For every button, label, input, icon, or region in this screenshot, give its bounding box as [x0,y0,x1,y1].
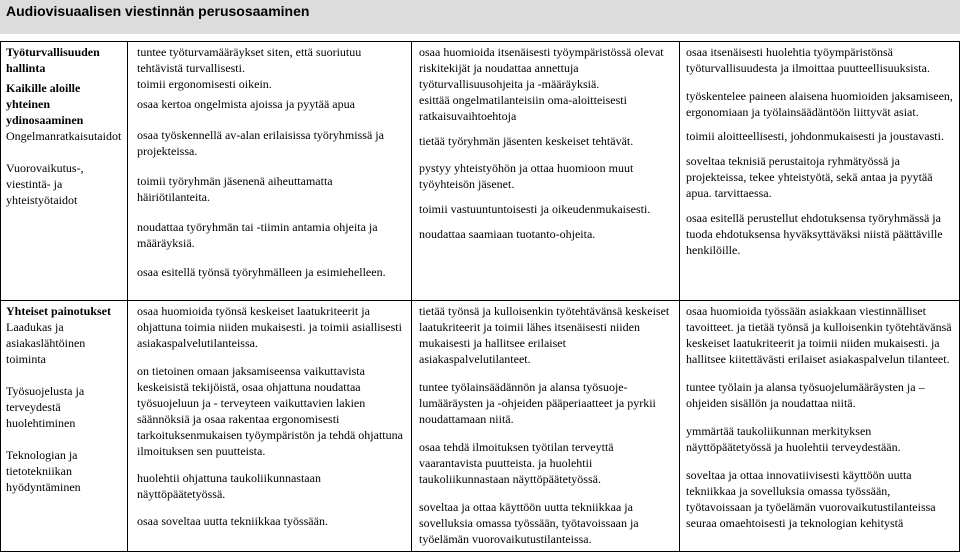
category-subheading: Työsuojelusta ja terveydestä huolehtiminen [6,384,85,430]
criterion-text: noudattaa saamiaan tuotanto-ohjeita. [419,227,596,241]
criterion-text: toimii työryhmän jäsenenä aiheuttamatta häiriötilanteita. [137,174,333,204]
row2-level2-cell [419,303,675,547]
criterion-text: ymmärtää taukoliikunnan merkityksen näyttöpäätetyössä ja huolehtii terveydestään. [686,424,901,454]
criterion-text: osaa huomioida työnsä keskeiset laatukriteerit ja ohjattuna toimia niiden mukaisesti. ja toimii asiallisesti asiakaspalvelutilanteissa. [137,304,402,350]
table-divider-2 [411,41,412,552]
criterion-text: noudattaa työryhmän tai -tiimin antamia ohjeita ja määräyksiä. [137,220,378,250]
criterion-text: toimii ergonomisesti oikein. [137,77,272,91]
criterion-text: osaa tehdä ilmoituksen työtilan terveyttä vaarantavista puutteista. ja huolehtii taukoliikunnastaan näyttöpäätetyössä. [419,440,614,486]
criterion-text: soveltaa ja ottaa käyttöön uutta tekniikkaa ja sovelluksia omassa työssään, työtavoissaan ja työelämän vuorovaikutustilanteissa. [419,500,639,546]
criterion-text: toimii aloitteellisesti, johdonmukaisesti ja joustavasti. [686,129,944,143]
category-subheading: Vuorovaikutus-, viestintä- ja yhteistyötaidot [6,161,84,207]
table-border-left [0,41,1,552]
criterion-text: tuntee työlain ja alansa työsuojelumääräysten ja – ohjeiden sisällön ja noudattaa niitä. [686,380,925,410]
document-title: Audiovisuaalisen viestinnän perusosaaminen [6,3,310,19]
criterion-text: osaa huomioida työssään asiakkaan viestinnälliset tavoitteet. ja tietää työnsä ja kulloisenkin työtehtävänsä keskeiset laatukriteerit ja toimii niiden mukaisesti. ja hallitsee kiitettävästi erilaiset asiakaspalvelun tilanteet. [686,304,952,366]
category-subheading: Teknologian ja tietotekniikan hyödyntäminen [6,448,81,494]
row2-level3-cell [686,303,956,531]
category-subheading: Laadukas ja asiakaslähtöinen toiminta [6,320,86,366]
category-heading: Työturvallisuuden hallinta [6,45,100,75]
table-row-divider [0,300,960,301]
criterion-text: osaa kertoa ongelmista ajoissa ja pyytää apua [137,97,355,111]
criterion-text: tuntee työturvamääräykset siten, että suoriutuu tehtävistä turvallisesti. [137,45,362,75]
criterion-text: on tietoinen omaan jaksamiseensa vaikuttavista keskeisistä tekijöistä, osaa ohjattuna noudattaa työsuojeluun ja - terveyteen vaikuttavien lakien säännöksiä ja osaa rakentaa ergonomisesti tarkoituksenmukaisen työympäristön ja tehdä ohjattuna ilmoituksen sen puutteista. [137,364,403,458]
criterion-text: työskentelee paineen alaisena huomioiden jaksamiseen, ergonomiaan ja työlainsäädäntöön liittyvät asiat. [686,89,953,119]
criterion-text: soveltaa ja ottaa innovatiivisesti käyttöön uutta tekniikkaa ja sovelluksia omassa työssään, työtavoissaan ja työelämän vuorovaikutustilanteissa seuraa omaehtoisesti ja teknologian kehitystä [686,468,936,530]
category-subheading: Ongelmanratkaisutaidot [6,129,122,143]
criterion-text: tuntee työlainsäädännön ja alansa työsuoje-lumääräysten ja -ohjeiden pääperiaatteet ja pyrkii noudattamaan niitä. [419,380,656,426]
criterion-text: osaa itsenäisesti huolehtia työympäristönsä työturvallisuudesta ja ilmoittaa puutteellisuuksista. [686,45,930,75]
row1-level1-cell [137,44,405,280]
row2-category-cell [6,303,124,495]
table-divider-1 [127,41,128,552]
table-border-top [0,41,960,42]
criterion-text: soveltaa teknisiä perustaitoja ryhmätyössä ja projekteissa, tekee yhteistyötä, sekä antaa ja pyytää apua. tarvittaessa. [686,154,933,200]
criterion-text: tietää työnsä ja kulloisenkin työtehtävänsä keskeiset laatukriteerit ja toimii lähes itsenäisesti niiden mukaisesti ja hallitsee erilaiset asiakaspalvelutilanteet. [419,304,670,366]
row1-category-cell [6,44,124,208]
criterion-text: osaa huomioida itsenäisesti työympäristössä olevat riskitekijät ja noudattaa annettuja työturvallisuusohjeita ja -määräyksiä. [419,45,664,91]
criterion-text: osaa soveltaa uutta tekniikkaa työssään. [137,514,328,528]
category-heading: Yhteiset painotukset [6,304,112,318]
criterion-text: osaa työskennellä av-alan erilaisissa työryhmissä ja projekteissa. [137,128,384,158]
criterion-text: esittää ongelmatilanteisiin oma-aloitteisesti ratkaisuvaihtoehtoja [419,93,627,123]
table-divider-3 [679,41,680,552]
criterion-text: osaa esitellä työnsä työryhmälleen ja esimiehelleen. [137,265,386,279]
criterion-text: osaa esitellä perustellut ehdotuksensa työryhmässä ja tuoda ehdotuksensa hyväksyttäväksi niistä päättäville henkilöille. [686,211,943,257]
criterion-text: huolehtii ohjattuna taukoliikunnastaan näyttöpäätetyössä. [137,471,321,501]
row2-level1-cell [137,303,405,529]
criterion-text: tietää työryhmän jäsenten keskeiset tehtävät. [419,134,634,148]
category-heading: Kaikille aloille yhteinen ydinosaaminen [6,81,84,127]
row1-level2-cell [419,44,675,242]
row1-level3-cell [686,44,956,258]
criterion-text: pystyy yhteistyöhön ja ottaa huomioon muut työyhteisön jäsenet. [419,161,634,191]
criterion-text: toimii vastuuntuntoisesti ja oikeudenmukaisesti. [419,202,651,216]
